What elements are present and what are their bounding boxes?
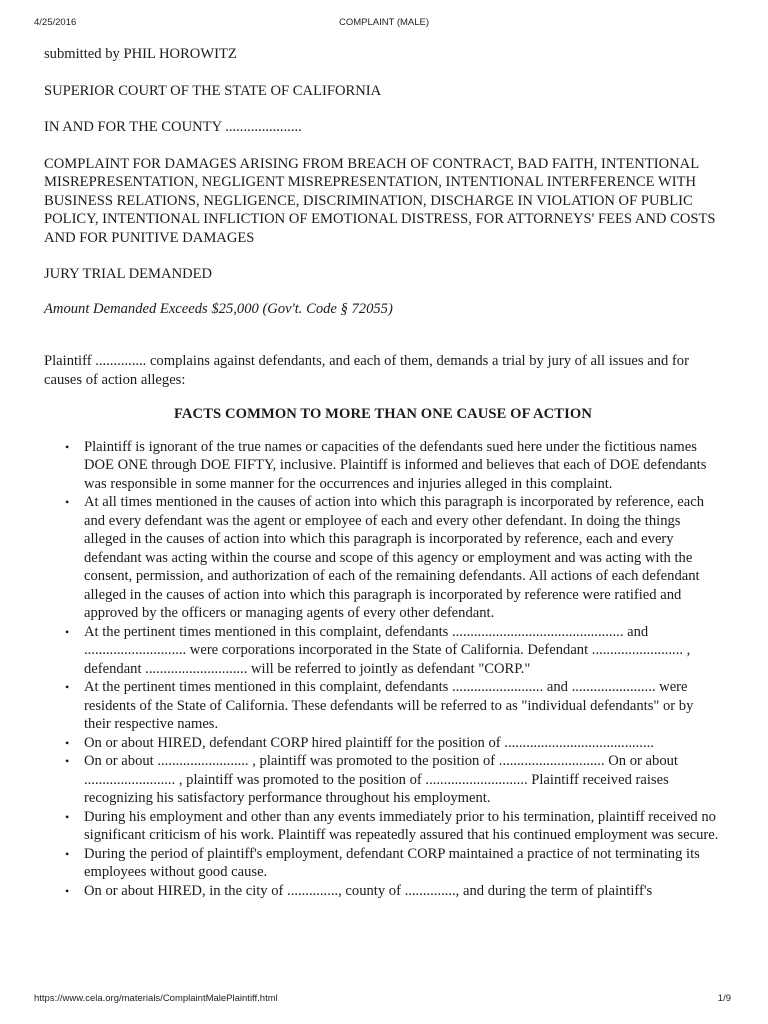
list-item-text: At the pertinent times mentioned in this complaint, defendants ......................... and ....................... were residents of the State of California. These defendants will be referred to as "individual defendants" or by their respective names. [84,679,694,732]
list-item-text: On or about ......................... , plaintiff was promoted to the position of ............................. On or about ......................... , plaintiff was promoted to the position of ............................ Plaintiff received raises recognizing his satisfactory performance throughout his employment. [84,753,678,806]
bullet-icon: • [65,495,70,509]
print-footer [0,993,768,1007]
list-item-text: During the period of plaintiff's employment, defendant CORP maintained a practice of not terminating its employees without good cause. [84,845,700,880]
list-item-text: On or about HIRED, defendant CORP hired plaintiff for the position of ......................................... [84,734,654,751]
bullet-icon: • [65,439,70,454]
amount-demanded: Amount Demanded Exceeds $25,000 (Gov't. Code § 72055) [44,300,393,317]
list-item [65,623,722,679]
bullet-icon: • [65,754,70,768]
bullet-icon: • [65,846,70,861]
list-item [65,438,722,494]
list-item-text: During his employment and other than any events immediately prior to his termination, plaintiff received no significant criticism of his work. Plaintiff was repeatedly assured that his continued employment was secure. [84,808,719,843]
list-item-text: At all times mentioned in the causes of action into which this paragraph is incorporated by reference, each and every defendant was the agent or employee of each and every other defendant. In doing the things alleged in the causes of action into which this paragraph is incorporated by reference, each and every defendant was acting within the course and scope of this agency or employment and was acting with the consent, permission, and authorization of each of the remaining defendants. All actions of each defendant alleged in the causes of action into which this paragraph is incorporated by reference were ratified and approved by the officers or managing agents of every other defendant. [84,494,705,621]
list-item-text: At the pertinent times mentioned in this complaint, defendants ............................................... and ............................ were corporations incorporated in the State of California. Defendant ......................... , defendant ............................ will be referred to jointly as defendant "CORP." [84,623,691,677]
print-title: COMPLAINT (MALE) [338,17,430,28]
bullet-icon: • [65,809,70,824]
print-date: 4/25/2016 [34,17,77,28]
source-url-link[interactable]: https://www.cela.org/materials/ComplaintMalePlaintiff.html [34,993,278,1004]
bullet-icon: • [65,883,70,898]
list-item [65,808,722,845]
list-item [65,845,722,882]
facts-list [44,438,722,901]
complaint-title: COMPLAINT FOR DAMAGES ARISING FROM BREACH OF CONTRACT, BAD FAITH, INTENTIONAL MISREPRESENTATION, NEGLIGENT MISREPRESENTATION, INTENTIONAL INTERFERENCE WITH BUSINESS RELATIONS, NEGLIGENCE, DISCRIMINATION, DISCHARGE IN VIOLATION OF PUBLIC POLICY, INTENTIONAL INFLICTION OF EMOTIONAL DISTRESS, FOR ATTORNEYS' FEES AND COSTS AND FOR PUNITIVE DAMAGES [44,155,716,246]
list-item [65,678,722,734]
jury-demand: JURY TRIAL DEMANDED [44,266,213,282]
list-item-text: On or about HIRED, in the city of .............., county of .............., and during the term of plaintiff's [84,882,653,899]
intro-paragraph: Plaintiff .............. complains against defendants, and each of them, demands a trial by jury of all issues and for causes of action alleges: [44,353,689,388]
list-item [65,734,722,753]
page-number: 1/9 [717,993,731,1004]
bullet-icon: • [65,624,70,639]
section-heading: FACTS COMMON TO MORE THAN ONE CAUSE OF ACTION [173,406,593,422]
document-body [44,45,722,900]
submitted-by: submitted by PHIL HOROWITZ [44,46,237,62]
court-name: SUPERIOR COURT OF THE STATE OF CALIFORNIA [44,82,382,99]
bullet-icon: • [65,735,70,750]
list-item [65,752,722,808]
list-item-text: Plaintiff is ignorant of the true names or capacities of the defendants sued here under the fictitious names DOE ONE through DOE FIFTY, inclusive. Plaintiff is informed and believes that each of DOE defendants was responsible in some manner for the occurrences and injuries alleged in this complaint. [84,438,707,492]
list-item [65,493,722,623]
county-line: IN AND FOR THE COUNTY ..................... [44,119,302,135]
list-item [65,882,722,901]
print-header [0,17,768,31]
bullet-icon: • [65,680,70,694]
